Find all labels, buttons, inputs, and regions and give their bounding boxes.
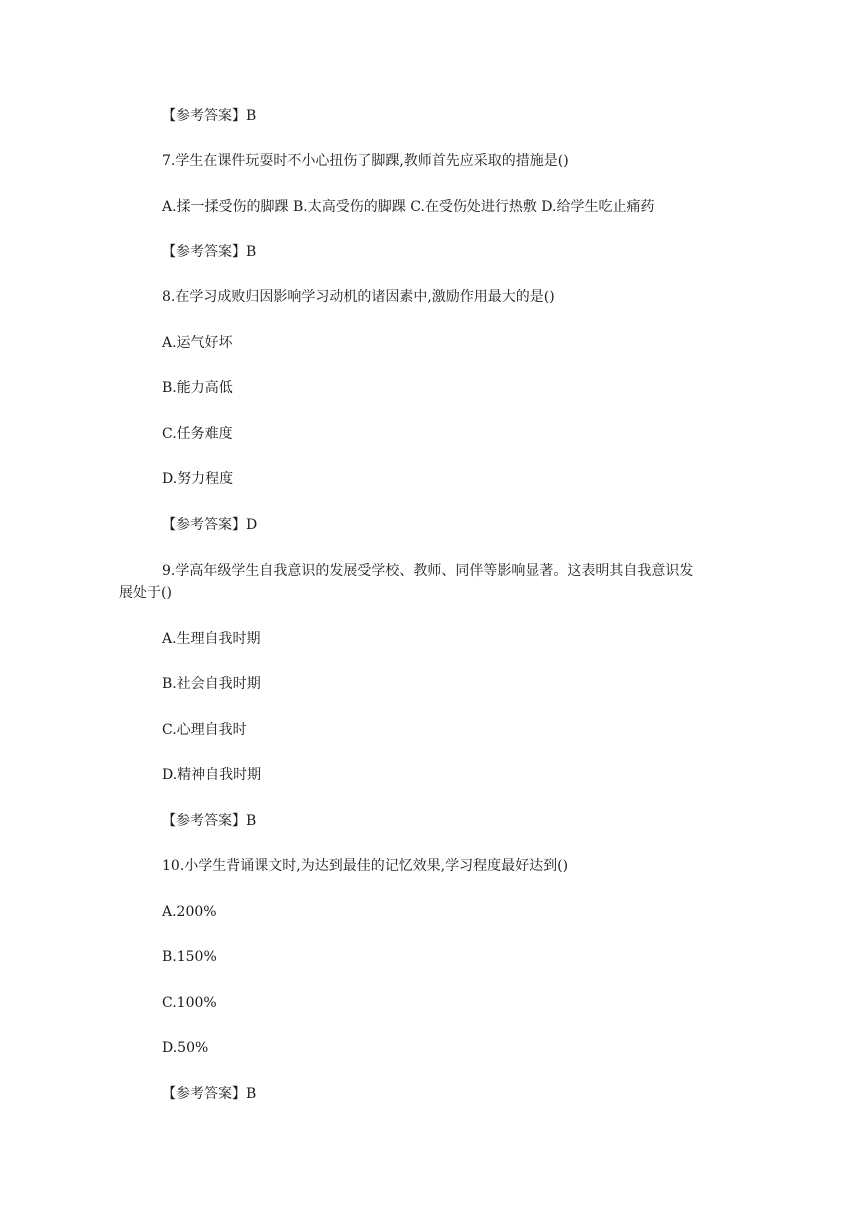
question-9-option-a: A.生理自我时期 — [162, 631, 261, 647]
question-9-option-d: D.精神自我时期 — [162, 767, 262, 783]
answer-key-7: 【参考答案】B — [162, 244, 257, 260]
question-10-option-a: A.200% — [162, 904, 217, 920]
answer-key-10: 【参考答案】B — [162, 1086, 257, 1102]
answer-key-9: 【参考答案】B — [162, 813, 257, 829]
question-10: 10.小学生背诵课文时,为达到最佳的记忆效果,学习程度最好达到() — [162, 858, 569, 874]
question-10-option-d: D.50% — [162, 1040, 209, 1056]
answer-key-6: 【参考答案】B — [162, 108, 257, 124]
question-8-option-d: D.努力程度 — [162, 471, 234, 487]
question-8-option-b: B.能力高低 — [162, 380, 233, 396]
question-10-option-b: B.150% — [162, 949, 217, 965]
question-9: 9.学高年级学生自我意识的发展受学校、教师、同伴等影响显著。这表明其自我意识发展处于() — [119, 563, 694, 601]
question-9-option-c: C.心理自我时 — [162, 722, 247, 738]
question-8: 8.在学习成败归因影响学习动机的诸因素中,激励作用最大的是() — [162, 289, 555, 305]
question-8-option-a: A.运气好坏 — [162, 335, 233, 351]
question-10-option-c: C.100% — [162, 995, 217, 1011]
answer-key-8: 【参考答案】D — [162, 517, 258, 533]
question-8-option-c: C.任务难度 — [162, 426, 233, 442]
question-9-option-b: B.社会自我时期 — [162, 676, 261, 692]
question-7: 7.学生在课件玩耍时不小心扭伤了脚踝,教师首先应采取的措施是() — [162, 153, 569, 169]
question-7-options: A.揉一揉受伤的脚踝 B.太高受伤的脚踝 C.在受伤处进行热敷 D.给学生吃止痛药 — [162, 199, 655, 215]
